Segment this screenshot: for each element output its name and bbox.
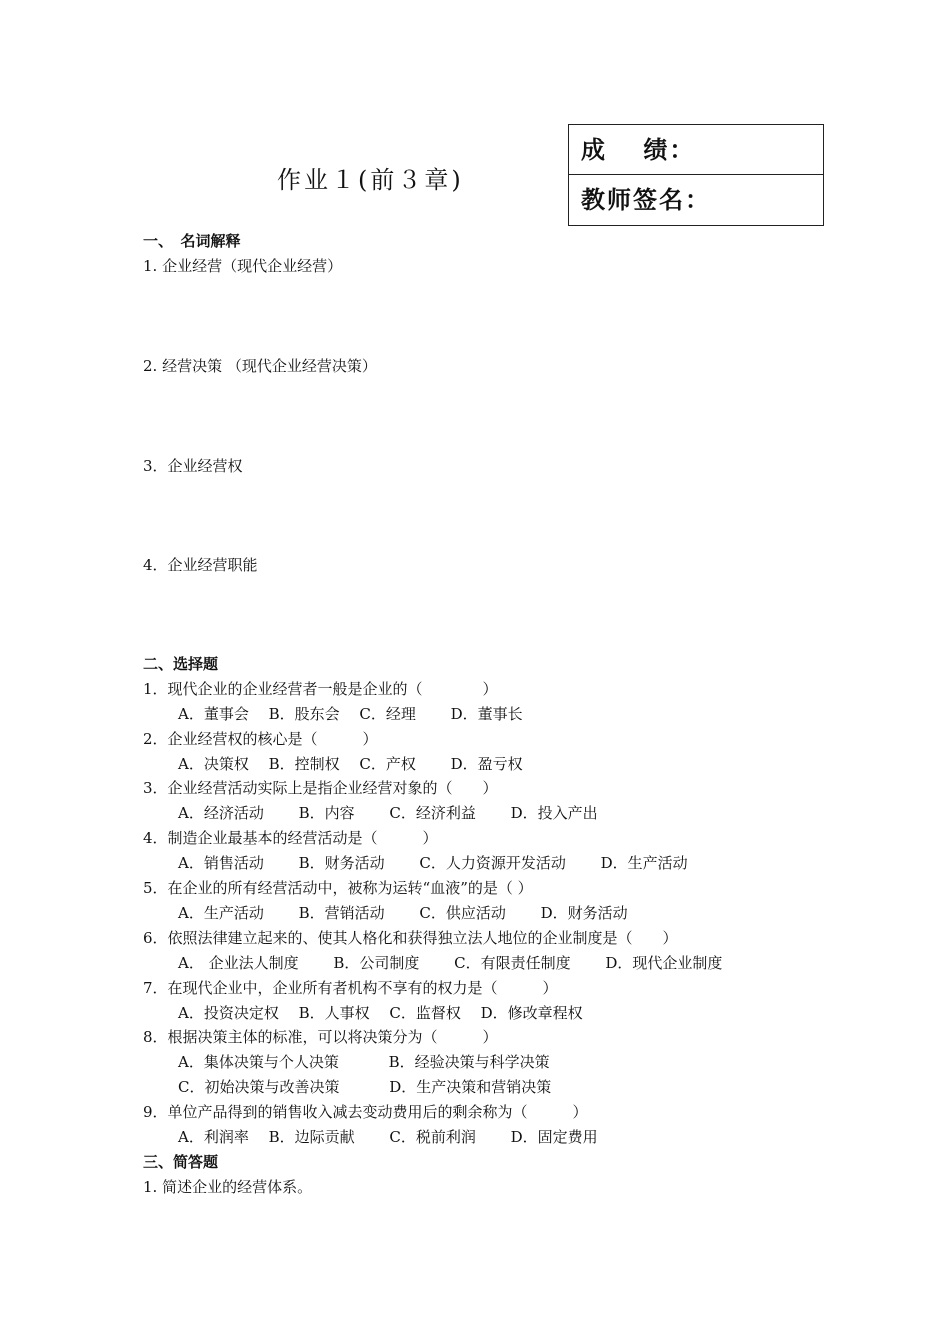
question-options: A．集体决策与个人决策 B．经验决策与科学决策 [178,1053,550,1071]
question-options: A．生产活动 B．营销活动 C．供应活动 D．财务活动 [178,904,628,922]
term-item: 3．企业经营权 [143,457,243,475]
question-options: A．投资决定权 B．人事权 C．监督权 D．修改章程权 [178,1004,583,1022]
teacher-signature-label: 教师签名： [581,185,711,214]
short-answer-item: 1. 简述企业的经营体系。 [143,1178,313,1196]
question: 8．根据决策主体的标准，可以将决策分为（ ） [143,1028,498,1046]
section-heading-choice: 二、选择题 [143,655,219,673]
question: 2．企业经营权的核心是（ ） [143,730,378,748]
question: 6．依照法律建立起来的、使其人格化和获得独立法人地位的企业制度是（ ） [143,929,678,947]
question-options: A． 企业法人制度 B．公司制度 C．有限责任制度 D．现代企业制度 [178,954,723,972]
question-options: A．经济活动 B．内容 C．经济利益 D．投入产出 [178,804,598,822]
question: 3．企业经营活动实际上是指企业经营对象的（ ） [143,779,498,797]
question: 4．制造企业最基本的经营活动是（ ） [143,829,438,847]
term-item: 2. 经营决策 （现代企业经营决策） [143,357,377,375]
grade-box [568,124,824,226]
question-options: C．初始决策与改善决策 D．生产决策和营销决策 [178,1078,552,1096]
term-item: 4．企业经营职能 [143,556,258,574]
term-item: 1. 企业经营（现代企业经营） [143,257,343,275]
question-options: A．决策权 B．控制权 C．产权 D．盈亏权 [178,755,523,773]
section-heading-short-answer: 三、简答题 [143,1153,219,1171]
question: 1．现代企业的企业经营者一般是企业的（ ） [143,680,498,698]
question-options: A．董事会 B．股东会 C．经理 D．董事长 [178,705,523,723]
score-label: 成 绩： [569,125,823,175]
question: 7．在现代企业中，企业所有者机构不享有的权力是（ ） [143,979,558,997]
section-heading-terms: 一、 名词解释 [143,232,241,250]
page-title: 作业１(前３章) [277,166,464,194]
question: 5．在企业的所有经营活动中，被称为运转“血液”的是（ ） [143,879,533,897]
question-options: A．利润率 B．边际贡献 C．税前利润 D．固定费用 [178,1128,598,1146]
question: 9．单位产品得到的销售收入减去变动费用后的剩余称为（ ） [143,1103,588,1121]
question-options: A．销售活动 B．财务活动 C．人力资源开发活动 D．生产活动 [178,854,688,872]
